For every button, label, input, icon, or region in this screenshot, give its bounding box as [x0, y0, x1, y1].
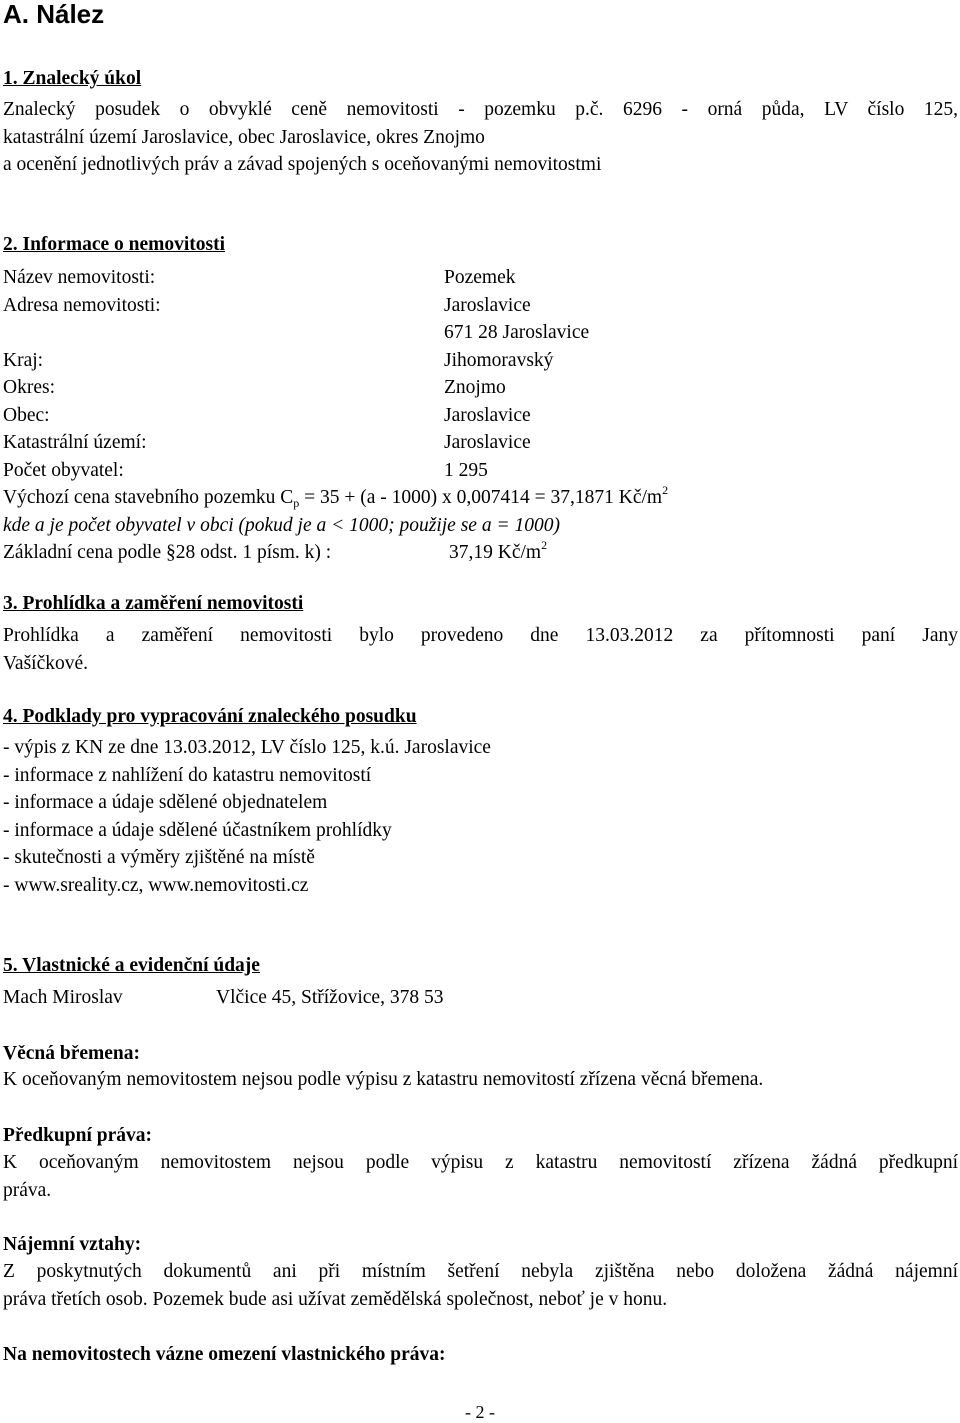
- section-2-heading: 2. Informace o nemovitosti: [3, 234, 226, 255]
- property-info-label: Počet obyvatel:: [3, 459, 124, 481]
- lease-line: práva třetích osob. Pozemek bude asi užívat zemědělská společnost, neboť je v honu.: [3, 1288, 668, 1310]
- list-item: - informace z nahlížení do katastru nemovitostí: [3, 764, 372, 786]
- section-1-body: [3, 96, 958, 179]
- document-title: A. Nález: [3, 0, 105, 29]
- property-info-label: Obec:: [3, 404, 50, 426]
- price-formula-superscript: 2: [662, 483, 669, 497]
- property-info-row: [3, 347, 958, 375]
- property-info-row: [3, 457, 958, 485]
- property-info-row: [3, 374, 958, 402]
- property-info-label: Katastrální území:: [3, 432, 147, 453]
- formula-note: [3, 512, 958, 540]
- section-3-body: [3, 622, 958, 677]
- property-info-label: Adresa nemovitosti:: [3, 294, 161, 316]
- preemption-body: [3, 1149, 958, 1204]
- property-info-value: Jaroslavice: [444, 432, 531, 453]
- base-price-superscript: 2: [541, 538, 548, 552]
- base-price-value: 37,19 Kč/m: [449, 542, 542, 563]
- property-info-value: Jaroslavice: [444, 404, 531, 426]
- lease-body: [3, 1258, 958, 1313]
- property-info-row: [3, 264, 958, 292]
- page-number: - 2 -: [465, 1402, 495, 1422]
- section-3-line: Vašíčkové.: [3, 652, 89, 674]
- list-item: - informace a údaje sdělené objednatelem: [3, 792, 328, 813]
- preemption-line: práva.: [3, 1179, 52, 1201]
- list-item: - výpis z KN ze dne 13.03.2012, LV číslo 125, k.ú. Jaroslavice: [3, 737, 491, 758]
- price-formula-rest: = 35 + (a - 1000) x 0,007414 = 37,1871 Kč/m: [299, 487, 663, 508]
- base-price-row: [3, 539, 958, 567]
- property-info-label: Kraj:: [3, 349, 44, 371]
- property-info-table: [3, 264, 958, 567]
- property-info-row: [3, 319, 958, 347]
- list-item: - skutečnosti a výměry zjištěné na místě: [3, 847, 315, 868]
- base-price-label: Základní cena podle §28 odst. 1 písm. k) :: [3, 542, 332, 563]
- price-formula: [3, 484, 958, 512]
- owner-row: [3, 984, 958, 1012]
- property-info-value: 671 28 Jaroslavice: [444, 322, 590, 343]
- property-info-value: Pozemek: [444, 267, 516, 288]
- section-1-line: a ocenění jednotlivých práv a závad spojených s oceňovanými nemovitostmi: [3, 154, 602, 175]
- property-info-value: Jaroslavice: [444, 294, 531, 316]
- section-4-heading: 4. Podklady pro vypracování znaleckého posudku: [3, 706, 417, 727]
- property-info-value: Jihomoravský: [444, 349, 554, 371]
- section-3-heading: 3. Prohlídka a zaměření nemovitosti: [3, 593, 304, 614]
- owner-address: Vlčice 45, Střížovice, 378 53: [216, 987, 444, 1008]
- preemption-line: K oceňovaným nemovitostem nejsou podle výpisu z katastru nemovitostí zřízena žádná předkupní: [3, 1152, 958, 1173]
- property-info-label: Okres:: [3, 377, 55, 398]
- lease-line: Z poskytnutých dokumentů ani při místním šetření nebyla zjištěna nebo doložena žádná nájemní: [3, 1261, 958, 1282]
- property-info-value: 1 295: [444, 459, 488, 481]
- owner-name: Mach Miroslav: [3, 987, 123, 1008]
- price-formula-prefix: Výchozí cena stavebního pozemku C: [3, 487, 294, 508]
- list-item: - www.sreality.cz, www.nemovitosti.cz: [3, 874, 309, 896]
- property-info-row: [3, 402, 958, 430]
- lease-heading: Nájemní vztahy:: [3, 1234, 142, 1255]
- property-info-value: Znojmo: [444, 377, 506, 398]
- sources-list: [3, 734, 958, 899]
- section-3-line: Prohlídka a zaměření nemovitosti bylo provedeno dne 13.03.2012 za přítomnosti paní Jany: [3, 625, 958, 646]
- section-1-line: katastrální území Jaroslavice, obec Jaroslavice, okres Znojmo: [3, 126, 485, 148]
- preemption-heading: Předkupní práva:: [3, 1125, 152, 1146]
- section-1-heading: 1. Znalecký úkol: [3, 68, 142, 89]
- property-info-row: [3, 292, 958, 320]
- formula-note-text: kde a je počet obyvatel v obci (pokud je a < 1000; použije se a = 1000): [3, 514, 560, 536]
- price-formula-subscript: p: [293, 496, 300, 510]
- section-1-line: Znalecký posudek o obvyklé ceně nemovitosti - pozemku p.č. 6296 - orná půda, LV číslo 125,: [3, 99, 958, 120]
- easements-text: K oceňovaným nemovitostem nejsou podle výpisu z katastru nemovitostí zřízena věcná břemena.: [3, 1069, 764, 1090]
- restrictions-heading: Na nemovitostech vázne omezení vlastnického práva:: [3, 1344, 446, 1365]
- list-item: - informace a údaje sdělené účastníkem prohlídky: [3, 819, 392, 841]
- property-info-label: Název nemovitosti:: [3, 267, 156, 288]
- easements-heading: Věcná břemena:: [3, 1043, 141, 1064]
- property-info-row: [3, 429, 958, 457]
- section-5-heading: 5. Vlastnické a evidenční údaje: [3, 955, 260, 976]
